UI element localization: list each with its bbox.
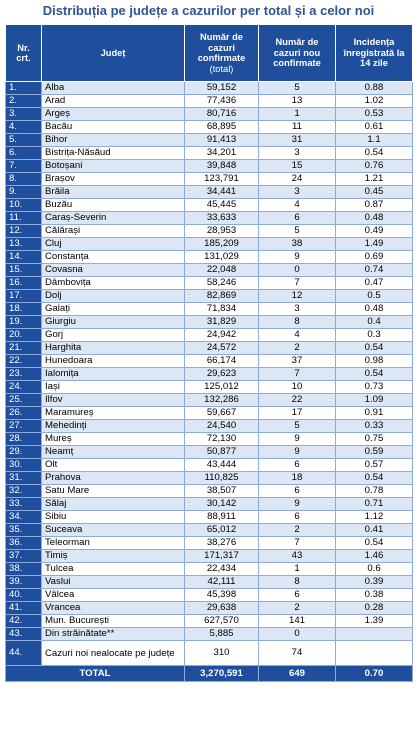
- county-name: Giurgiu: [42, 316, 185, 329]
- new-cases: 9: [259, 433, 336, 446]
- table-row: [6, 537, 413, 550]
- new-cases: 4: [259, 199, 336, 212]
- incidence-14d: 0.48: [336, 303, 413, 316]
- row-number: 11.: [6, 212, 42, 225]
- incidence-14d: 0.91: [336, 407, 413, 420]
- table-row: [6, 394, 413, 407]
- header-confirmate-label: Număr de cazuri confirmate: [197, 32, 246, 63]
- county-cases-table: [5, 24, 413, 682]
- total-cases: 5,885: [185, 628, 259, 641]
- county-name: Din străinătate**: [42, 628, 185, 641]
- new-cases: 5: [259, 82, 336, 95]
- row-number: 20.: [6, 329, 42, 342]
- table-row: [6, 602, 413, 615]
- header-confirmate-sub: (total): [209, 63, 234, 74]
- county-name: Brașov: [42, 173, 185, 186]
- total-label: TOTAL: [6, 666, 185, 682]
- row-number: 8.: [6, 173, 42, 186]
- total-cases: 28,953: [185, 225, 259, 238]
- header-judet: Județ: [42, 25, 185, 82]
- total-cases: 59,667: [185, 407, 259, 420]
- incidence-14d: 1.21: [336, 173, 413, 186]
- total-cases: 66,174: [185, 355, 259, 368]
- row-number: 14.: [6, 251, 42, 264]
- table-row: [6, 95, 413, 108]
- incidence-14d: 0.45: [336, 186, 413, 199]
- new-cases: 8: [259, 576, 336, 589]
- total-cases: 50,877: [185, 446, 259, 459]
- row-number: 32.: [6, 485, 42, 498]
- table-row: [6, 199, 413, 212]
- county-name: Cazuri noi nealocate pe județe: [42, 641, 185, 666]
- header-confirmate: [185, 25, 259, 82]
- total-confirmate: 3,270,591: [185, 666, 259, 682]
- row-number: 36.: [6, 537, 42, 550]
- county-name: Dâmbovița: [42, 277, 185, 290]
- total-incidenta: 0.70: [336, 666, 413, 682]
- table-row: [6, 628, 413, 641]
- table-row: [6, 563, 413, 576]
- total-cases: 82,869: [185, 290, 259, 303]
- table-row: [6, 342, 413, 355]
- county-name: Iași: [42, 381, 185, 394]
- total-cases: 24,942: [185, 329, 259, 342]
- county-name: Arad: [42, 95, 185, 108]
- incidence-14d: 0.6: [336, 563, 413, 576]
- table-row: [6, 212, 413, 225]
- new-cases: 74: [259, 641, 336, 666]
- county-name: Hunedoara: [42, 355, 185, 368]
- new-cases: 6: [259, 212, 336, 225]
- row-number: 31.: [6, 472, 42, 485]
- incidence-14d: 0.76: [336, 160, 413, 173]
- incidence-14d: 0.54: [336, 472, 413, 485]
- total-row: [6, 666, 413, 682]
- table-row: [6, 82, 413, 95]
- header-noi: Număr de cazuri nou confirmate: [259, 25, 336, 82]
- table-row: [6, 472, 413, 485]
- county-name: Galați: [42, 303, 185, 316]
- county-name: Călărași: [42, 225, 185, 238]
- row-number: 5.: [6, 134, 42, 147]
- total-cases: 132,286: [185, 394, 259, 407]
- new-cases: 8: [259, 316, 336, 329]
- total-cases: 39,848: [185, 160, 259, 173]
- row-number: 39.: [6, 576, 42, 589]
- new-cases: 3: [259, 303, 336, 316]
- total-cases: 45,445: [185, 199, 259, 212]
- row-number: 34.: [6, 511, 42, 524]
- total-cases: 71,834: [185, 303, 259, 316]
- table-row: [6, 407, 413, 420]
- new-cases: 6: [259, 589, 336, 602]
- total-cases: 24,540: [185, 420, 259, 433]
- table-row: [6, 485, 413, 498]
- county-name: Bistrița-Năsăud: [42, 147, 185, 160]
- incidence-14d: 0.78: [336, 485, 413, 498]
- table-row: [6, 524, 413, 537]
- new-cases: 3: [259, 186, 336, 199]
- new-cases: 11: [259, 121, 336, 134]
- total-cases: 310: [185, 641, 259, 666]
- incidence-14d: 1.02: [336, 95, 413, 108]
- new-cases: 15: [259, 160, 336, 173]
- new-cases: 9: [259, 251, 336, 264]
- incidence-14d: 0.49: [336, 225, 413, 238]
- incidence-14d: 0.38: [336, 589, 413, 602]
- row-number: 18.: [6, 303, 42, 316]
- new-cases: 9: [259, 446, 336, 459]
- new-cases: 9: [259, 498, 336, 511]
- county-name: Prahova: [42, 472, 185, 485]
- row-number: 6.: [6, 147, 42, 160]
- row-number: 4.: [6, 121, 42, 134]
- new-cases: 2: [259, 524, 336, 537]
- table-row: [6, 550, 413, 563]
- incidence-14d: 0.98: [336, 355, 413, 368]
- new-cases: 7: [259, 368, 336, 381]
- table-row: [6, 290, 413, 303]
- row-number: 29.: [6, 446, 42, 459]
- new-cases: 6: [259, 459, 336, 472]
- incidence-14d: 0.69: [336, 251, 413, 264]
- incidence-14d: 0.41: [336, 524, 413, 537]
- new-cases: 0: [259, 264, 336, 277]
- row-number: 16.: [6, 277, 42, 290]
- table-row: [6, 329, 413, 342]
- county-name: Brăila: [42, 186, 185, 199]
- incidence-14d: 0.3: [336, 329, 413, 342]
- new-cases: 5: [259, 225, 336, 238]
- row-number: 3.: [6, 108, 42, 121]
- county-name: Tulcea: [42, 563, 185, 576]
- incidence-14d: 0.4: [336, 316, 413, 329]
- incidence-14d: [336, 641, 413, 666]
- row-number: 33.: [6, 498, 42, 511]
- incidence-14d: 0.48: [336, 212, 413, 225]
- new-cases: 37: [259, 355, 336, 368]
- new-cases: 43: [259, 550, 336, 563]
- table-row: [6, 511, 413, 524]
- incidence-14d: 0.71: [336, 498, 413, 511]
- row-number: 30.: [6, 459, 42, 472]
- total-cases: 33,633: [185, 212, 259, 225]
- row-number: 40.: [6, 589, 42, 602]
- table-row: [6, 134, 413, 147]
- row-number: 19.: [6, 316, 42, 329]
- total-cases: 22,434: [185, 563, 259, 576]
- table-row: [6, 381, 413, 394]
- row-number: 27.: [6, 420, 42, 433]
- county-name: Covasna: [42, 264, 185, 277]
- incidence-14d: 0.74: [336, 264, 413, 277]
- county-name: Bihor: [42, 134, 185, 147]
- new-cases: 2: [259, 602, 336, 615]
- new-cases: 7: [259, 537, 336, 550]
- table-row: [6, 225, 413, 238]
- table-row: [6, 498, 413, 511]
- new-cases: 5: [259, 420, 336, 433]
- new-cases: 1: [259, 108, 336, 121]
- table-row: [6, 147, 413, 160]
- total-cases: 185,209: [185, 238, 259, 251]
- total-cases: 91,413: [185, 134, 259, 147]
- table-row: [6, 264, 413, 277]
- table-row: [6, 446, 413, 459]
- incidence-14d: 0.54: [336, 368, 413, 381]
- row-number: 10.: [6, 199, 42, 212]
- new-cases: 2: [259, 342, 336, 355]
- total-cases: 22,048: [185, 264, 259, 277]
- total-cases: 43,444: [185, 459, 259, 472]
- total-cases: 627,570: [185, 615, 259, 628]
- county-name: Ilfov: [42, 394, 185, 407]
- table-row: [6, 277, 413, 290]
- row-number: 24.: [6, 381, 42, 394]
- row-number: 25.: [6, 394, 42, 407]
- new-cases: 4: [259, 329, 336, 342]
- county-name: Vaslui: [42, 576, 185, 589]
- row-number: 37.: [6, 550, 42, 563]
- table-row: [6, 108, 413, 121]
- county-name: Sălaj: [42, 498, 185, 511]
- row-number: 23.: [6, 368, 42, 381]
- county-name: Constanța: [42, 251, 185, 264]
- table-header-row: [6, 25, 413, 82]
- incidence-14d: 1.49: [336, 238, 413, 251]
- table-row: [6, 316, 413, 329]
- incidence-14d: 0.54: [336, 147, 413, 160]
- row-number: 9.: [6, 186, 42, 199]
- table-row: [6, 615, 413, 628]
- total-cases: 29,623: [185, 368, 259, 381]
- county-name: Harghita: [42, 342, 185, 355]
- incidence-14d: 0.28: [336, 602, 413, 615]
- total-cases: 24,572: [185, 342, 259, 355]
- county-name: Cluj: [42, 238, 185, 251]
- new-cases: 1: [259, 563, 336, 576]
- new-cases: 6: [259, 511, 336, 524]
- incidence-14d: 1.12: [336, 511, 413, 524]
- row-number: 35.: [6, 524, 42, 537]
- table-row: [6, 459, 413, 472]
- new-cases: 13: [259, 95, 336, 108]
- incidence-14d: 0.61: [336, 121, 413, 134]
- incidence-14d: 1.39: [336, 615, 413, 628]
- header-incidenta: Incidența înregistrată la 14 zile: [336, 25, 413, 82]
- row-number: 15.: [6, 264, 42, 277]
- county-name: Maramureș: [42, 407, 185, 420]
- table-row: [6, 420, 413, 433]
- county-name: Vrancea: [42, 602, 185, 615]
- row-number: 42.: [6, 615, 42, 628]
- row-number: 22.: [6, 355, 42, 368]
- new-cases: 10: [259, 381, 336, 394]
- county-name: Mun. București: [42, 615, 185, 628]
- total-cases: 45,398: [185, 589, 259, 602]
- total-cases: 123,791: [185, 173, 259, 186]
- total-cases: 58,246: [185, 277, 259, 290]
- county-name: Bacău: [42, 121, 185, 134]
- new-cases: 18: [259, 472, 336, 485]
- incidence-14d: 1.46: [336, 550, 413, 563]
- county-name: Olt: [42, 459, 185, 472]
- row-number: 13.: [6, 238, 42, 251]
- table-row: [6, 238, 413, 251]
- incidence-14d: 1.1: [336, 134, 413, 147]
- row-number: 2.: [6, 95, 42, 108]
- new-cases: 24: [259, 173, 336, 186]
- total-cases: 31,829: [185, 316, 259, 329]
- county-name: Suceava: [42, 524, 185, 537]
- county-name: Mureș: [42, 433, 185, 446]
- incidence-14d: 0.73: [336, 381, 413, 394]
- table-row: [6, 173, 413, 186]
- incidence-14d: 0.59: [336, 446, 413, 459]
- new-cases: 12: [259, 290, 336, 303]
- row-number: 17.: [6, 290, 42, 303]
- row-number: 44.: [6, 641, 42, 666]
- county-name: Neamț: [42, 446, 185, 459]
- new-cases: 3: [259, 147, 336, 160]
- total-cases: 34,201: [185, 147, 259, 160]
- incidence-14d: 1.09: [336, 394, 413, 407]
- table-row: [6, 121, 413, 134]
- row-number: 1.: [6, 82, 42, 95]
- incidence-14d: 0.87: [336, 199, 413, 212]
- county-name: Sibiu: [42, 511, 185, 524]
- row-number: 21.: [6, 342, 42, 355]
- total-cases: 38,276: [185, 537, 259, 550]
- total-cases: 65,012: [185, 524, 259, 537]
- total-cases: 42,111: [185, 576, 259, 589]
- total-cases: 110,825: [185, 472, 259, 485]
- county-name: Vâlcea: [42, 589, 185, 602]
- incidence-14d: [336, 628, 413, 641]
- county-name: Alba: [42, 82, 185, 95]
- total-cases: 88,911: [185, 511, 259, 524]
- county-name: Gorj: [42, 329, 185, 342]
- incidence-14d: 0.54: [336, 537, 413, 550]
- total-cases: 72,130: [185, 433, 259, 446]
- total-cases: 38,507: [185, 485, 259, 498]
- total-noi: 649: [259, 666, 336, 682]
- total-cases: 30,142: [185, 498, 259, 511]
- new-cases: 17: [259, 407, 336, 420]
- total-cases: 59,152: [185, 82, 259, 95]
- table-row: [6, 368, 413, 381]
- county-name: Ialomița: [42, 368, 185, 381]
- header-nr: Nr. crt.: [6, 25, 42, 82]
- row-number: 7.: [6, 160, 42, 173]
- county-name: Argeș: [42, 108, 185, 121]
- table-row: [6, 355, 413, 368]
- total-cases: 125,012: [185, 381, 259, 394]
- new-cases: 0: [259, 628, 336, 641]
- table-row: [6, 433, 413, 446]
- total-cases: 68,895: [185, 121, 259, 134]
- new-cases: 6: [259, 485, 336, 498]
- table-row: [6, 576, 413, 589]
- county-name: Dolj: [42, 290, 185, 303]
- incidence-14d: 0.5: [336, 290, 413, 303]
- total-cases: 131,029: [185, 251, 259, 264]
- county-name: Mehedinți: [42, 420, 185, 433]
- total-cases: 29,638: [185, 602, 259, 615]
- table-row: [6, 251, 413, 264]
- table-row: [6, 303, 413, 316]
- row-number: 38.: [6, 563, 42, 576]
- table-row: [6, 641, 413, 666]
- new-cases: 141: [259, 615, 336, 628]
- row-number: 41.: [6, 602, 42, 615]
- row-number: 43.: [6, 628, 42, 641]
- new-cases: 38: [259, 238, 336, 251]
- incidence-14d: 0.75: [336, 433, 413, 446]
- incidence-14d: 0.47: [336, 277, 413, 290]
- incidence-14d: 0.53: [336, 108, 413, 121]
- incidence-14d: 0.88: [336, 82, 413, 95]
- county-name: Buzău: [42, 199, 185, 212]
- total-cases: 171,317: [185, 550, 259, 563]
- row-number: 12.: [6, 225, 42, 238]
- incidence-14d: 0.57: [336, 459, 413, 472]
- row-number: 26.: [6, 407, 42, 420]
- county-name: Caraș-Severin: [42, 212, 185, 225]
- total-cases: 34,441: [185, 186, 259, 199]
- incidence-14d: 0.33: [336, 420, 413, 433]
- row-number: 28.: [6, 433, 42, 446]
- total-cases: 77,436: [185, 95, 259, 108]
- table-row: [6, 160, 413, 173]
- incidence-14d: 0.54: [336, 342, 413, 355]
- new-cases: 31: [259, 134, 336, 147]
- county-name: Timiș: [42, 550, 185, 563]
- total-cases: 80,716: [185, 108, 259, 121]
- new-cases: 22: [259, 394, 336, 407]
- incidence-14d: 0.39: [336, 576, 413, 589]
- county-name: Satu Mare: [42, 485, 185, 498]
- page-title: Distribuția pe județe a cazurilor per total și a celor noi: [42, 3, 375, 18]
- county-name: Botoșani: [42, 160, 185, 173]
- county-name: Teleorman: [42, 537, 185, 550]
- table-row: [6, 589, 413, 602]
- new-cases: 7: [259, 277, 336, 290]
- table-row: [6, 186, 413, 199]
